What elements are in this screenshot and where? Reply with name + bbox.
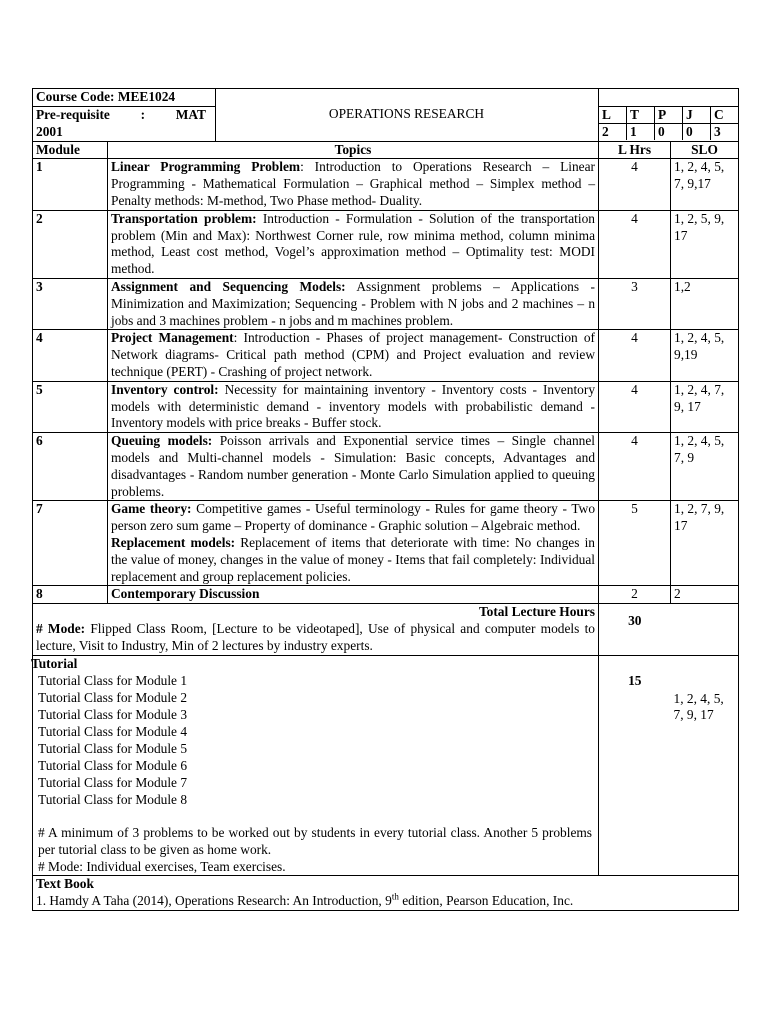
module-hrs: 2 [599, 586, 671, 604]
ltpjc-cell [599, 107, 739, 142]
module-slo: 1, 2, 5, 9, 17 [671, 210, 739, 278]
syllabus-table [32, 88, 739, 911]
ltpjc-label-c: C [710, 107, 738, 123]
total-hours: 30 [599, 604, 671, 655]
module-title: Contemporary Discussion [111, 586, 260, 602]
ltpjc-label-t: T [626, 107, 654, 123]
module-num: 6 [33, 433, 108, 501]
module-topics [108, 278, 599, 329]
module-hrs: 4 [599, 433, 671, 501]
col-topics: Topics [108, 141, 599, 159]
module-row-4 [33, 330, 739, 381]
tutorial-item: Tutorial Class for Module 4 [38, 724, 188, 740]
module-num: 7 [33, 501, 108, 586]
module-hrs: 5 [599, 501, 671, 586]
prereq-value-a: MAT [175, 107, 206, 122]
tutorial-item: Tutorial Class for Module 5 [38, 741, 188, 757]
module-row-6 [33, 433, 739, 501]
col-lhrs: L Hrs [599, 141, 671, 159]
ltpjc-label-l: L [602, 107, 611, 122]
module-row-7 [33, 501, 739, 586]
ltpjc-value-l: 2 [602, 124, 609, 139]
module-slo: 1, 2, 4, 7, 9, 17 [671, 381, 739, 432]
textbook-entry [36, 893, 735, 910]
module-title: Assignment and Sequencing Models: [111, 278, 346, 294]
tutorial-heading: Tutorial [31, 655, 78, 671]
module-slo: 1, 2, 4, 5, 7, 9 [671, 433, 739, 501]
module-title: Game theory: [111, 501, 192, 517]
course-title: OPERATIONS RESEARCH [328, 106, 485, 122]
textbook-entry-sup: th [391, 891, 399, 902]
tutorial-item: Tutorial Class for Module 2 [38, 690, 188, 706]
module-title: Project Management [111, 330, 234, 346]
module-title: Inventory control: [111, 381, 219, 397]
tutorial-item: Tutorial Class for Module 3 [38, 707, 188, 723]
col-slo: SLO [671, 141, 739, 159]
tutorial-item: Tutorial Class for Module 8 [38, 792, 188, 808]
module-hrs: 3 [599, 278, 671, 329]
module-row-1 [33, 159, 739, 210]
module-text: Poisson arrivals and Exponential service times – Single channel models and Multi-channel models - Simulation: Basic concepts, Advantages and disadvantages - Random number generation - Monte Carlo Simulation applied to queuing problems. [111, 433, 596, 499]
col-module: Module [33, 141, 108, 159]
module-num: 1 [33, 159, 108, 210]
ltpjc-label-p: P [654, 107, 682, 123]
module-hrs: 4 [599, 330, 671, 381]
tutorial-row [33, 655, 739, 876]
total-row [33, 604, 739, 655]
module-text: Introduction - Phases of project management- Construction of Network diagrams- Critical path method (CPM) and Project evaluation and review technique (PERT) - Crashing of project network. [111, 330, 596, 379]
module-slo: 1, 2, 4, 5, 9,19 [671, 330, 739, 381]
module-topics [108, 501, 599, 586]
course-code-cell [33, 89, 216, 107]
title-spacer [216, 89, 599, 142]
ltpjc-value-j: 0 [682, 124, 710, 140]
course-code-label: Course Code: [36, 89, 115, 104]
ltpjc-value-p: 0 [654, 124, 682, 140]
tutorial-list [33, 672, 595, 875]
module-text: Assignment problems – Applications - Minimization and Maximization; Sequencing - Problem with N jobs and 2 machines – n jobs and 3 machines problem - n jobs and m machines problem. [111, 278, 596, 328]
total-label: Total Lecture Hours [478, 604, 596, 620]
module-text-2: Replacement of items that deteriorate with time: No changes in the value of money, changes in the value of money - Items that fail completely: Individual replacement and group replacement policies. [111, 534, 596, 584]
module-title-2: Replacement models: [111, 534, 236, 550]
textbook-entry-main: 1. Hamdy A Taha (2014), Operations Research: An Introduction, 9 [36, 893, 392, 909]
ltpjc-value-t: 1 [626, 124, 654, 140]
total-cell [33, 604, 599, 655]
module-hrs: 4 [599, 381, 671, 432]
module-slo: 1, 2, 4, 5, 7, 9,17 [671, 159, 739, 210]
module-text: Competitive games - Useful terminology - Rules for game theory - Two person zero sum game – Property of dominance - Graphic solution – Algebraic method. [111, 501, 596, 534]
tutorial-note-2: # Mode: Individual exercises, Team exercises. [38, 859, 286, 875]
module-num: 2 [33, 210, 108, 278]
module-text: Introduction to Operations Research – Linear Programming - Mathematical Formulation – Graphical method – Simplex method – Penalty methods: M-method, Two Phase method- Duality. [111, 159, 596, 208]
tutorial-hours: 15 [599, 655, 671, 876]
module-row-2 [33, 210, 739, 278]
textbook-heading: Text Book [36, 876, 94, 892]
module-row-5 [33, 381, 739, 432]
module-title: Linear Programming Problem [111, 159, 301, 175]
module-num: 3 [33, 278, 108, 329]
prereq-value-b: 2001 [36, 123, 63, 139]
ltpjc-value-c: 3 [710, 124, 738, 140]
module-text: Introduction - Formulation - Solution of the transportation problem (Min and Max): Northwest Corner rule, row minima method, column minima method, Least cost method, Vogel’s approximation method – Optimality test: MODI method. [111, 210, 596, 277]
module-num: 5 [33, 381, 108, 432]
ltpjc-label-j: J [682, 107, 710, 123]
module-topics [108, 330, 599, 381]
column-header-row [33, 141, 739, 159]
module-title: Transportation problem: [111, 210, 257, 226]
syllabus-page [32, 88, 738, 911]
mode-text: Flipped Class Room, [Lecture to be videotaped], Use of physical and computer models to lecture, Visit to Industry, Min of 2 lectures by industry experts. [36, 620, 596, 653]
module-row-8 [33, 586, 739, 604]
mode-label: # Mode: [36, 620, 86, 636]
tutorial-slo: 1, 2, 4, 5, 7, 9, 17 [671, 655, 739, 876]
module-topics [108, 586, 599, 604]
module-slo: 1, 2, 7, 9, 17 [671, 501, 739, 586]
textbook-row [33, 876, 739, 911]
module-hrs: 4 [599, 159, 671, 210]
module-topics [108, 381, 599, 432]
module-num: 4 [33, 330, 108, 381]
module-title: Queuing models: [111, 433, 213, 449]
module-topics [108, 210, 599, 278]
module-text: Necessity for maintaining inventory - Inventory costs - Inventory models with deterministic demand - inventory models with probabilistic demand - Inventory models with price breaks - Buffer stock. [111, 381, 596, 431]
prereq-label: Pre-requisite [36, 107, 110, 122]
module-num: 8 [33, 586, 108, 604]
tutorial-item: Tutorial Class for Module 1 [38, 673, 188, 689]
module-sep: : [233, 330, 238, 346]
module-topics [108, 159, 599, 210]
module-row-3 [33, 278, 739, 329]
tutorial-cell [33, 655, 599, 876]
course-code: MEE1024 [117, 89, 176, 104]
module-slo: 1,2 [671, 278, 739, 329]
ltpjc-top-spacer [599, 89, 739, 107]
module-hrs: 4 [599, 210, 671, 278]
prereq-sep: : [140, 107, 146, 122]
textbook-entry-tail: edition, Pearson Education, Inc. [398, 893, 574, 909]
module-sep: : [300, 159, 304, 175]
tutorial-note-1: # A minimum of 3 problems to be worked out by students in every tutorial class. Another 5 problems per tutorial class to be given as home work. [38, 825, 593, 858]
tutorial-item: Tutorial Class for Module 7 [38, 775, 188, 791]
textbook-cell [33, 876, 739, 911]
prereq-cell [33, 107, 216, 142]
module-topics [108, 433, 599, 501]
tutorial-item: Tutorial Class for Module 6 [38, 758, 188, 774]
module-slo: 2 [671, 586, 739, 604]
total-slo-spacer [671, 604, 739, 655]
